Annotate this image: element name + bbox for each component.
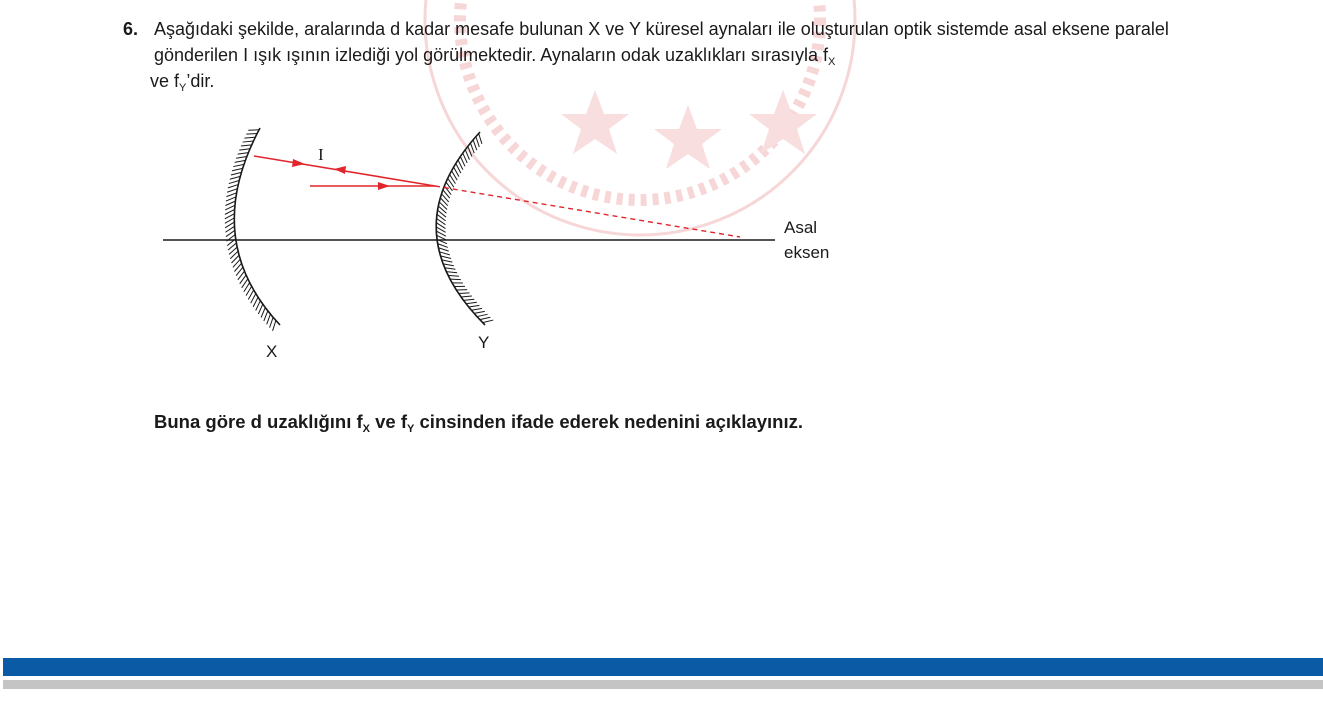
axis-label-line1: Asal	[784, 218, 818, 237]
subscript-x: X	[828, 56, 836, 68]
mirror-x-hatching	[225, 130, 276, 331]
mirror-y-hatching	[436, 133, 493, 322]
ray-label: I	[318, 145, 324, 164]
prompt-subscript-x: X	[362, 423, 370, 435]
prompt-subscript-y: Y	[407, 423, 415, 435]
axis-label-line2: eksen	[784, 243, 830, 262]
light-ray	[254, 156, 740, 237]
optics-diagram	[150, 120, 850, 370]
question-text-ve: ve f	[150, 71, 180, 91]
final-ray-arrow	[292, 159, 305, 167]
mirror-x-label: X	[266, 342, 278, 361]
subscript-y: Y	[179, 82, 187, 94]
virtual-extension	[435, 186, 740, 237]
incident-ray-arrow	[378, 182, 390, 190]
question-prompt: Buna göre d uzaklığını $f_X$ ve $f_Y$ cinsinden ifade ederek nedenini açıklayınız.	[154, 411, 804, 435]
footer-gray-bar	[3, 680, 1323, 689]
mirror-y	[436, 132, 493, 325]
mirror-y-label: Y	[478, 333, 490, 352]
footer-blue-bar	[3, 658, 1323, 676]
question-text: Aşağıdaki şekilde, aralarında d kadar mesafe bulunan X ve Y küresel aynaları ile oluşturulan optik sistemde asal eksene paralel gönderilen I ışık ışının izlediği yol görülmektedir. Aynaların odak uzaklıkları sırasıyla $f_X$ ve $f_Y’dir$.	[150, 19, 1169, 94]
question-block	[123, 16, 1213, 94]
question-number: 6.	[123, 19, 139, 39]
